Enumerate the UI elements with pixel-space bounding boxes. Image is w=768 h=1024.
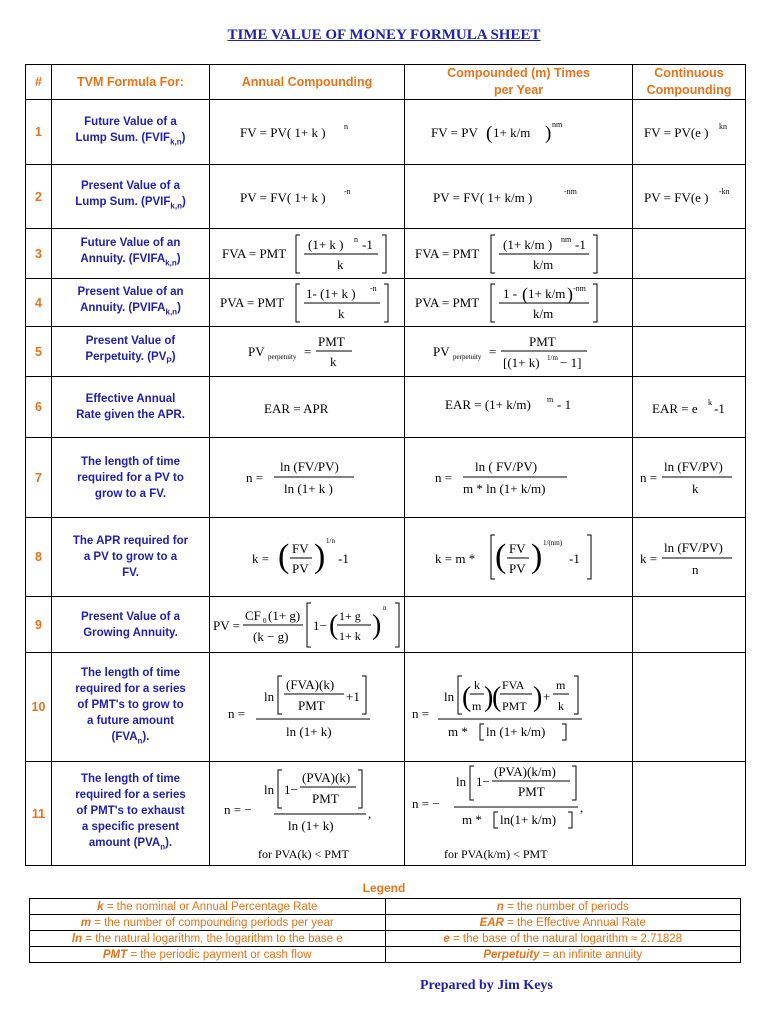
- formula-text: PV = FV(e ): [644, 189, 709, 205]
- numerator: PMT: [528, 333, 556, 349]
- paren-close: ): [314, 538, 326, 575]
- row-number: 8: [26, 518, 52, 597]
- table-row: [26, 229, 746, 279]
- formula-tail: - 1: [556, 397, 571, 412]
- formula-annual: [210, 597, 405, 653]
- legend-item: EAR = the Effective Annual Rate: [385, 915, 741, 931]
- formula-exp: k: [708, 398, 712, 407]
- denominator: ln (1+ k ): [284, 480, 333, 496]
- table-row: [26, 653, 746, 762]
- row-number: 10: [26, 653, 52, 762]
- denominator: PMT: [517, 783, 545, 799]
- legend-row: [30, 915, 741, 931]
- formula-tail: -1: [568, 551, 580, 566]
- formula-sub: perpetuity: [268, 352, 297, 361]
- formula-eq: =: [304, 343, 312, 359]
- legend-item: PMT = the periodic payment or cash flow: [30, 947, 386, 963]
- paren-close: ): [532, 682, 542, 713]
- numerator-inner: 1+ k/m: [527, 285, 565, 301]
- numerator: (PVA)(k): [302, 769, 351, 785]
- ln-text: ln: [455, 773, 466, 789]
- denominator: k: [330, 353, 337, 369]
- formula-text: k =: [252, 551, 270, 566]
- formula-text: FV = PV(e ): [644, 125, 709, 140]
- paren-close: ): [372, 609, 382, 641]
- plus-text: +1: [346, 689, 360, 704]
- numerator-sub: 0: [263, 616, 267, 625]
- table-row: [26, 327, 746, 377]
- formula-eq: =: [488, 343, 496, 359]
- legend-item: Perpetuity = an infinite annuity: [385, 947, 741, 963]
- table-row: [26, 518, 746, 597]
- formula-continuous: [633, 100, 746, 165]
- paren-open: (: [329, 609, 339, 641]
- formula-text: n =: [640, 469, 658, 485]
- formula-continuous: [633, 518, 746, 597]
- table-row: [26, 438, 746, 518]
- bottom-text: ln (1+ k): [286, 724, 332, 739]
- formula-annual: [210, 438, 405, 518]
- table-row: [26, 597, 746, 653]
- denominator: k/m: [532, 305, 553, 321]
- empty-cell: [633, 229, 746, 279]
- ln-text: ln: [264, 781, 275, 797]
- formula-exp: 1/(nm): [542, 539, 562, 547]
- formula-annual: [210, 327, 405, 377]
- formula-annual: [210, 100, 405, 165]
- numerator-tail: -1: [574, 236, 586, 252]
- formula-tail: -1: [714, 401, 725, 416]
- b-denominator: PMT: [501, 699, 527, 713]
- formula-inner: 1+ k/m: [492, 125, 530, 140]
- paren-close: ): [530, 538, 542, 575]
- formula-m: [405, 100, 633, 165]
- table-row: [26, 762, 746, 866]
- numerator: ln (FV/PV): [664, 458, 723, 474]
- a-denominator: m: [471, 699, 481, 713]
- empty-cell: [633, 279, 746, 327]
- formula-text: PV: [248, 343, 265, 359]
- bottom-text: ln (1+ k): [288, 817, 334, 833]
- denominator: (k − g): [253, 628, 289, 644]
- one-minus: 1−: [284, 781, 298, 797]
- formula-exp: n: [344, 122, 348, 131]
- header-num: #: [26, 65, 52, 100]
- numerator: (PVA)(k/m): [493, 763, 556, 779]
- denominator: PV: [292, 561, 309, 576]
- legend-item: m = the number of compounding periods per year: [30, 915, 386, 931]
- formula-text: n = −: [411, 795, 440, 811]
- row-description: The length of time required for a series of PMT's to exhaust a specific present amount $(PVA_n)$.: [52, 762, 210, 866]
- c-numerator: m: [555, 678, 565, 692]
- prepared-by: Prepared by Jim Keys: [420, 978, 553, 993]
- ln-text: ln: [264, 689, 275, 704]
- formula-exp: kn: [719, 122, 727, 131]
- inner-numerator: 1+ g: [339, 608, 361, 623]
- row-description: The length of time required for a series of PMT's to grow to a future amount $(FVA_n)$.: [52, 653, 210, 762]
- denominator: PV: [508, 561, 526, 576]
- row-description: Present Value of an Annuity. $(PVIFA_{k,n})$: [52, 279, 210, 327]
- row-number: 7: [26, 438, 52, 518]
- formula-text: EAR = APR: [264, 401, 329, 416]
- row-number: 3: [26, 229, 52, 279]
- legend-table: [29, 898, 741, 963]
- paren-open: (: [521, 283, 528, 304]
- formula-tail: -1: [338, 551, 349, 566]
- c-denominator: k: [557, 699, 564, 713]
- denominator: n: [692, 562, 699, 577]
- paren-close: ): [566, 283, 573, 304]
- formula-text: PV: [432, 343, 450, 359]
- legend-row: [30, 931, 741, 947]
- row-number: 4: [26, 279, 52, 327]
- denominator-tail: − 1]: [559, 354, 581, 370]
- numerator: FV: [292, 541, 309, 556]
- formula-text: n =: [246, 469, 264, 485]
- paren-open: (: [491, 682, 501, 713]
- condition-text: for PVA(k) < PMT: [258, 846, 349, 861]
- denominator: [(1+ k): [502, 354, 540, 370]
- empty-cell: [633, 327, 746, 377]
- formula-exp: -kn: [719, 186, 730, 196]
- paren-open: (: [461, 682, 471, 713]
- formula-annual: [210, 279, 405, 327]
- formula-text: EAR = (1+ k/m): [444, 397, 531, 412]
- header-annual: Annual Compounding: [210, 65, 405, 100]
- formula-annual: [210, 229, 405, 279]
- denominator: PMT: [312, 790, 339, 806]
- formula-exp: m: [546, 395, 553, 404]
- numerator-exp: n: [354, 234, 358, 244]
- header-formula-for: TVM Formula For:: [52, 65, 210, 100]
- paren-close: ): [483, 682, 493, 713]
- b-numerator: FVA: [501, 678, 524, 692]
- denominator: PMT: [298, 698, 325, 713]
- comma: ,: [368, 805, 372, 821]
- formula-sub: perpetuity: [452, 352, 481, 361]
- bottom-pre: m *: [447, 724, 468, 739]
- formula-text: PV =: [213, 617, 240, 633]
- legend-item: k = the nominal or Annual Percentage Rate: [30, 899, 386, 915]
- header-row: [26, 65, 746, 100]
- row-description: Present Value of a Growing Annuity.: [52, 597, 210, 653]
- table-row: [26, 165, 746, 229]
- formula-m: [405, 762, 633, 866]
- formula-continuous: [633, 165, 746, 229]
- formula-m: [405, 653, 633, 762]
- formula-exp: 1/n: [326, 537, 335, 545]
- paren-open: (: [494, 538, 506, 575]
- row-description: The APR required for a PV to grow to a FV.: [52, 518, 210, 597]
- numerator-exp: -nm: [572, 283, 586, 293]
- formula-annual: [210, 165, 405, 229]
- formula-text: n = −: [224, 801, 252, 817]
- bottom-pre: m *: [461, 811, 482, 827]
- paren-close: ): [544, 123, 551, 144]
- denominator: k: [337, 256, 344, 272]
- formula-text: PVA = PMT: [220, 294, 285, 310]
- formula-continuous: [633, 438, 746, 518]
- formula-text: n =: [411, 706, 429, 721]
- bracket-text: 1−: [313, 617, 327, 633]
- numerator: ln ( FV/PV): [474, 458, 537, 474]
- page-title: TIME VALUE OF MONEY FORMULA SHEET: [227, 27, 541, 43]
- denominator: k: [692, 480, 699, 496]
- formula-annual: [210, 518, 405, 597]
- formula-text: FVA = PMT: [414, 245, 479, 261]
- table-row: [26, 100, 746, 165]
- table-row: [26, 377, 746, 438]
- a-numerator: k: [473, 678, 480, 692]
- row-number: 5: [26, 327, 52, 377]
- row-description: Effective Annual Rate given the APR.: [52, 377, 210, 438]
- formula-text: FVA = PMT: [222, 245, 287, 261]
- denominator: k/m: [532, 256, 553, 272]
- paren-open: (: [278, 538, 290, 575]
- formula-m: [405, 327, 633, 377]
- formula-exp: -n: [344, 186, 351, 196]
- formula-text: FV = PV( 1+ k ): [240, 125, 326, 140]
- formula-table: [25, 64, 746, 866]
- bottom-text: ln (1+ k/m): [485, 724, 545, 739]
- numerator-tail: -1: [362, 236, 373, 252]
- formula-annual: [210, 762, 405, 866]
- row-number: 9: [26, 597, 52, 653]
- empty-cell: [633, 653, 746, 762]
- numerator: ln (FV/PV): [280, 458, 339, 474]
- empty-cell: [633, 762, 746, 866]
- table-row: [26, 279, 746, 327]
- numerator: 1 -: [502, 285, 517, 301]
- formula-text: PV = FV( 1+ k/m ): [432, 189, 532, 205]
- formula-m: [405, 229, 633, 279]
- numerator: PMT: [318, 333, 345, 349]
- denominator: k: [338, 305, 345, 321]
- formula-text: FV = PV: [430, 125, 478, 140]
- formula-text: PV = FV( 1+ k ): [240, 189, 326, 205]
- row-description: The length of time required for a PV to grow to a FV.: [52, 438, 210, 518]
- header-m-times: Compounded (m) Times per Year: [405, 65, 633, 100]
- formula-continuous: [633, 377, 746, 438]
- row-number: 1: [26, 100, 52, 165]
- row-number: 6: [26, 377, 52, 438]
- formula-m: [405, 165, 633, 229]
- formula-text: n =: [228, 706, 246, 721]
- formula-exp: nm: [551, 120, 562, 129]
- numerator: CF: [245, 607, 261, 623]
- row-number: 2: [26, 165, 52, 229]
- inner-denominator: 1+ k: [339, 628, 361, 643]
- numerator: (1+ k ): [308, 236, 344, 252]
- formula-text: n =: [434, 469, 452, 485]
- numerator-exp: nm: [560, 234, 571, 244]
- numerator-exp: -n: [370, 283, 377, 293]
- numerator: 1- (1+ k ): [306, 285, 356, 301]
- empty-cell: [633, 597, 746, 653]
- header-continuous: Continuous Compounding: [633, 65, 746, 100]
- denominator-exp: 1/m: [546, 353, 558, 362]
- plus-text: +: [542, 689, 550, 704]
- bottom-text: ln(1+ k/m): [499, 811, 556, 827]
- comma: ,: [579, 799, 583, 815]
- formula-text: EAR = e: [652, 401, 698, 416]
- one-minus: 1−: [475, 773, 490, 789]
- ln-text: ln: [443, 689, 454, 704]
- formula-exp: n: [383, 603, 387, 612]
- row-description: Future Value of a Lump Sum. $(FVIF_{k,n})$: [52, 100, 210, 165]
- legend-row: [30, 947, 741, 963]
- formula-text: k =: [640, 551, 658, 566]
- formula-annual: [210, 377, 405, 438]
- formula-m: [405, 518, 633, 597]
- formula-m: [405, 438, 633, 518]
- row-description: Present Value of a Lump Sum. $(PVIF_{k,n})$: [52, 165, 210, 229]
- numerator: (FVA)(k): [286, 677, 335, 692]
- formula-text: PVA = PMT: [414, 294, 479, 310]
- legend-row: [30, 899, 741, 915]
- row-description: Present Value of Perpetuity. $(PV_P)$: [52, 327, 210, 377]
- numerator: FV: [508, 541, 526, 556]
- legend-item: n = the number of periods: [385, 899, 741, 915]
- formula-m: [405, 279, 633, 327]
- legend-title: Legend: [362, 881, 406, 895]
- formula-exp: -nm: [563, 186, 577, 196]
- legend-item: ln = the natural logarithm, the logarithm to the base e: [30, 931, 386, 947]
- numerator: (1+ k/m ): [502, 236, 552, 252]
- condition-text: for PVA(k/m) < PMT: [443, 846, 548, 861]
- numerator-tail: (1+ g): [268, 607, 301, 623]
- numerator: ln (FV/PV): [664, 540, 723, 555]
- paren-open: (: [485, 123, 492, 144]
- row-description: Future Value of an Annuity. $(FVIFA_{k,n})$: [52, 229, 210, 279]
- formula-m: [405, 377, 633, 438]
- formula-text: k = m *: [434, 551, 475, 566]
- empty-cell: [405, 597, 633, 653]
- formula-annual: [210, 653, 405, 762]
- legend-item: e = the base of the natural logarithm ≈ 2.71828: [385, 931, 741, 947]
- denominator: m * ln (1+ k/m): [462, 480, 545, 496]
- row-number: 11: [26, 762, 52, 866]
